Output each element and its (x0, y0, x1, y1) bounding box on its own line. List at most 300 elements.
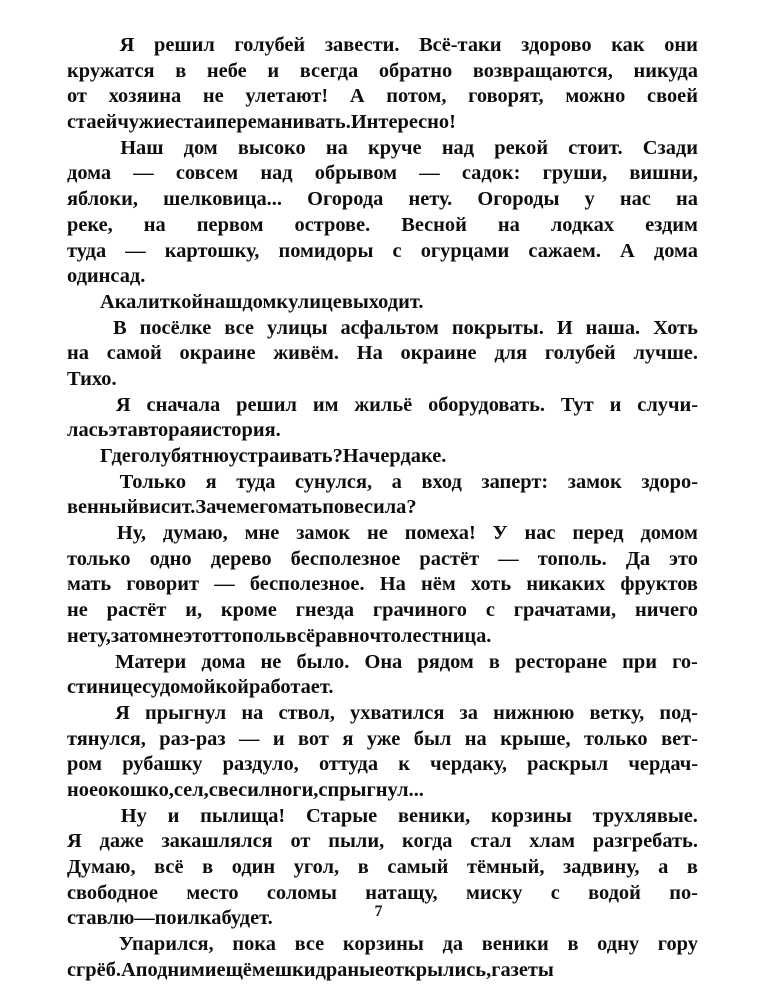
word: Всё-таки (419, 34, 502, 56)
word: драные (315, 958, 385, 981)
text-line (67, 341, 698, 367)
word: корзины (490, 804, 572, 827)
word: устраивать? (228, 445, 343, 467)
word: нём (421, 573, 456, 596)
word: на (143, 213, 166, 236)
word: рядом (417, 650, 474, 673)
word: только (67, 547, 131, 570)
paragraph-indent (67, 33, 100, 59)
word: на (325, 136, 348, 159)
text-line (67, 701, 698, 727)
word: как (611, 34, 645, 56)
word: — (419, 162, 440, 185)
word: живём. (273, 342, 339, 365)
word: открылись, (384, 958, 492, 981)
word: было. (296, 650, 350, 673)
word: — (133, 162, 154, 185)
word: здоро- (641, 470, 698, 493)
word: угол, (293, 856, 340, 878)
word: небе (206, 59, 247, 82)
word: лась (67, 419, 109, 442)
text-line (67, 187, 698, 213)
word: У (492, 522, 508, 545)
word: голубей (234, 34, 306, 56)
word: повесила? (322, 496, 417, 519)
word: гнезда (295, 599, 355, 622)
word: рубашку (122, 753, 203, 776)
word: первом (196, 213, 264, 236)
word: сад. (110, 265, 146, 288)
page-number: 7 (374, 903, 383, 920)
word: я (342, 727, 354, 750)
word: одну (597, 933, 640, 956)
word: голубей (544, 342, 616, 365)
word: судомойкой (142, 676, 249, 699)
word: Думаю, (67, 856, 136, 878)
text-line (67, 650, 698, 676)
word: Тихо. (67, 367, 117, 390)
word: стаей (67, 111, 118, 134)
word: лестница. (401, 624, 492, 647)
word: Огорода (307, 188, 384, 211)
word: ухватился (350, 701, 445, 724)
word: в (567, 933, 579, 956)
word: — (498, 547, 519, 570)
text-line (67, 264, 698, 290)
word: даже (99, 830, 144, 853)
word: ещё (216, 958, 252, 981)
word: сажаем. (528, 239, 601, 262)
word: все (294, 933, 325, 956)
word: Огороды (477, 188, 560, 211)
word: будет. (221, 907, 273, 930)
word: вторая (137, 419, 201, 442)
word: кружатся (67, 59, 155, 82)
word: ними (167, 958, 217, 981)
text-line (67, 804, 698, 830)
word: яблоки, (67, 188, 138, 211)
word: в (175, 59, 187, 82)
word: думаю, (162, 522, 228, 545)
word: окраине (400, 342, 477, 365)
word: в (202, 856, 214, 878)
word: вет- (661, 727, 698, 750)
word: да (442, 933, 464, 956)
word: потом, (386, 85, 447, 108)
word: Весной (401, 213, 467, 236)
page-text-body (67, 33, 698, 983)
text-line (67, 59, 698, 85)
word: Только (119, 470, 187, 493)
word: садок: (461, 162, 521, 185)
word: закашлялся (161, 830, 273, 853)
word: А (100, 290, 115, 313)
word: все (224, 316, 254, 339)
word: говорят, (468, 85, 544, 108)
paragraph-indent (67, 393, 100, 419)
word: задвину, (563, 856, 640, 878)
word: в (357, 856, 369, 878)
word: перед (572, 522, 624, 545)
word: окошко, (98, 778, 174, 801)
word: не (367, 522, 388, 545)
word: водой (588, 881, 641, 904)
text-line (67, 598, 698, 624)
word: они (664, 34, 698, 56)
paragraph (67, 701, 698, 804)
word: самый (387, 856, 449, 878)
word: на (675, 188, 698, 211)
word: лучше. (633, 342, 698, 365)
word: только (584, 727, 648, 750)
word: к (398, 753, 410, 776)
word: нету, (67, 624, 111, 647)
word: кроме (220, 599, 277, 622)
text-line (67, 547, 698, 573)
paragraph (67, 470, 698, 521)
word: ное (67, 778, 98, 801)
word: оборудовать. (428, 393, 545, 416)
word: замок (296, 522, 351, 545)
word: Ну, (116, 522, 146, 545)
word: ресторане (515, 650, 608, 673)
word: сел, (173, 778, 209, 801)
word: я (205, 470, 217, 493)
word: Старые (306, 804, 378, 827)
word: чердач- (628, 753, 698, 776)
text-line (67, 393, 698, 419)
word: и, (185, 599, 203, 622)
word: к (276, 290, 289, 313)
text-line (67, 572, 698, 598)
paragraph (67, 290, 698, 316)
word: стаи (174, 111, 216, 134)
word: тополь. (537, 547, 607, 570)
word: заперт: (481, 470, 549, 493)
word: шелковица... (163, 188, 282, 211)
word: высоко (237, 136, 306, 159)
word: миску (465, 881, 523, 904)
word: пока (232, 933, 276, 956)
text-line (67, 239, 698, 265)
paragraph (67, 932, 698, 983)
word: грачатами, (513, 599, 617, 622)
word: один (231, 856, 276, 878)
word: нас (619, 188, 651, 211)
paragraph-indent (67, 701, 100, 727)
word: Наш (120, 136, 164, 159)
word: сунулся, (295, 470, 373, 493)
word: тянулся, (67, 727, 146, 750)
word: уже (366, 727, 401, 750)
word: сначала (146, 393, 221, 416)
paragraph-indent (67, 444, 100, 470)
word: Да (625, 547, 651, 570)
word: соломы (266, 881, 337, 904)
word: газеты (491, 958, 554, 981)
word: над (441, 136, 475, 159)
word: всегда (299, 59, 359, 82)
text-line (67, 958, 698, 984)
word: эта (108, 419, 138, 442)
word: на (464, 727, 487, 750)
word: место (186, 881, 239, 904)
word: туда (67, 239, 107, 262)
word: поилка (154, 907, 222, 930)
word: покрыты. (451, 316, 544, 339)
word: раздуло, (222, 753, 299, 776)
word: Упарился, (118, 933, 214, 956)
word: венный (67, 496, 139, 519)
word: равно (315, 624, 370, 647)
word: с (550, 881, 560, 904)
word: хозяина (108, 85, 182, 108)
word: не (260, 650, 282, 673)
word: ставлю (67, 907, 135, 930)
word: крыше, (500, 727, 571, 750)
word: дом (242, 290, 277, 313)
word: это (669, 547, 698, 570)
word: под (135, 958, 168, 981)
word: обрывом (314, 162, 398, 185)
word: ром (67, 753, 103, 776)
word: выходит. (341, 290, 424, 313)
paragraph (67, 521, 698, 649)
word: помеха! (404, 522, 476, 545)
word: А (121, 958, 136, 981)
word: нижнюю (493, 701, 575, 724)
word: в (488, 650, 500, 673)
word: по- (669, 881, 698, 904)
word: дома (67, 162, 112, 185)
paragraph (67, 33, 698, 136)
word: когда (402, 830, 453, 853)
text-line (67, 932, 698, 958)
word: оттуда (318, 753, 379, 776)
word: вишни, (629, 162, 698, 185)
word: ничего (635, 599, 698, 622)
word: под- (659, 701, 698, 724)
word: бесполезное. (249, 573, 365, 596)
word: гору (657, 933, 698, 956)
word: — (239, 727, 260, 750)
word: натащу, (365, 881, 438, 904)
paragraph (67, 316, 698, 393)
word: помидоры (278, 239, 374, 262)
word: обратно (378, 59, 453, 82)
word: случи- (637, 393, 698, 416)
word: — (125, 239, 146, 262)
word: висит. (138, 496, 196, 519)
word: туда (236, 470, 276, 493)
word: ноги, (270, 778, 319, 801)
word: Ну (120, 804, 147, 827)
word: хоть (470, 573, 512, 596)
paragraph (67, 393, 698, 444)
word: прыгнул (145, 701, 227, 724)
word: Тут (560, 393, 594, 416)
text-line (67, 727, 698, 753)
word: наша. (585, 316, 641, 339)
word: один (67, 265, 111, 288)
word: при (622, 650, 657, 673)
word: был (413, 727, 452, 750)
word: окраине (179, 342, 256, 365)
text-line (67, 33, 698, 59)
word: здорово (521, 34, 592, 56)
word: замок (567, 470, 622, 493)
word: вот (298, 727, 329, 750)
word: жильё (354, 393, 413, 416)
word: чужие (117, 111, 175, 134)
text-line (67, 624, 698, 650)
word: возвращаются, (472, 59, 613, 82)
word: На (356, 342, 383, 365)
word: Интересно! (350, 111, 456, 134)
text-line (67, 418, 698, 444)
word: нету. (408, 188, 453, 211)
text-line (67, 855, 698, 881)
word: Сзади (642, 136, 698, 159)
word: Матери (115, 650, 187, 673)
word: пыли, (328, 830, 385, 853)
word: Зачем (195, 496, 250, 519)
word: — (134, 907, 155, 930)
paragraph (67, 136, 698, 290)
word: В (112, 316, 127, 339)
word: рекой (494, 136, 549, 159)
word: и (167, 804, 180, 827)
word: ствол, (278, 701, 335, 724)
word: стоит. (568, 136, 623, 159)
word: от (67, 85, 87, 108)
word: на (67, 342, 89, 365)
word: от (290, 830, 311, 853)
word: и (272, 727, 285, 750)
word: Я (119, 34, 135, 56)
word: история. (200, 419, 281, 442)
word: острове. (294, 213, 371, 236)
paragraph (67, 444, 698, 470)
paragraph (67, 650, 698, 701)
word: мать (67, 573, 112, 596)
word: что (369, 624, 402, 647)
paragraph-indent (67, 932, 100, 958)
word: совсем (175, 162, 239, 185)
word: А (349, 85, 365, 108)
paragraph-indent (67, 316, 100, 342)
paragraph-indent (67, 290, 100, 316)
text-line (67, 675, 698, 701)
word: самой (106, 342, 162, 365)
text-line (67, 110, 698, 136)
word: картошку, (164, 239, 260, 262)
word: круче (368, 136, 422, 159)
word: дерево (210, 547, 272, 570)
word: дома (201, 650, 246, 673)
word: Я (115, 393, 131, 416)
word: И (556, 316, 573, 339)
word: свободное (67, 881, 158, 904)
word: фруктов (620, 573, 698, 596)
word: решил (153, 34, 215, 56)
word: спрыгнул... (318, 778, 424, 801)
word: А (620, 239, 635, 262)
word: одно (149, 547, 192, 570)
word: растёт (419, 547, 480, 570)
word: пылища! (200, 804, 286, 827)
word: нас (524, 522, 556, 545)
word: мне (244, 522, 280, 545)
word: не (67, 599, 88, 622)
text-line (67, 752, 698, 778)
word: не (202, 85, 224, 108)
text-line (67, 521, 698, 547)
word: на (497, 213, 520, 236)
word: мать (277, 496, 323, 519)
word: всё (154, 856, 184, 878)
word: стал (470, 830, 512, 853)
word: Где (100, 445, 131, 467)
paragraph-indent (67, 804, 100, 830)
word: лодках (550, 213, 615, 236)
word: На (342, 445, 369, 467)
word: им (312, 393, 339, 416)
text-line (67, 290, 698, 316)
word: Я (115, 701, 130, 724)
word: домом (640, 522, 698, 545)
word: всё (285, 624, 316, 647)
word: тополь (221, 624, 286, 647)
text-line (67, 136, 698, 162)
text-line (67, 778, 698, 804)
word: Я (67, 830, 82, 853)
word: за (459, 701, 478, 724)
word: а (391, 470, 402, 493)
paragraph-indent (67, 521, 100, 547)
word: ездим (645, 213, 698, 236)
word: чердаке. (368, 445, 447, 467)
word: тёмный, (466, 856, 545, 878)
word: никуда (633, 59, 698, 82)
text-line (67, 444, 698, 470)
word: с (485, 599, 495, 622)
word: дома (653, 239, 698, 262)
word: свесил (208, 778, 271, 801)
word: с (392, 239, 402, 262)
word: переманивать. (215, 111, 351, 134)
word: а (658, 856, 669, 878)
word: завести. (324, 34, 400, 56)
word: сгрёб. (67, 958, 121, 981)
text-line (67, 829, 698, 855)
word: дом (183, 136, 218, 159)
word: на (241, 701, 264, 724)
word: вход (421, 470, 462, 493)
word: улетают! (245, 85, 329, 108)
text-line (67, 367, 698, 393)
word: калиткой (114, 290, 204, 313)
text-line (67, 84, 698, 110)
word: работает. (248, 676, 334, 699)
word: посёлке (139, 316, 212, 339)
word: го- (672, 650, 698, 673)
word: грачиного (372, 599, 468, 622)
word: голубятню (130, 445, 229, 467)
word: для (494, 342, 528, 365)
word: растёт (106, 599, 167, 622)
word: улице (288, 290, 342, 313)
